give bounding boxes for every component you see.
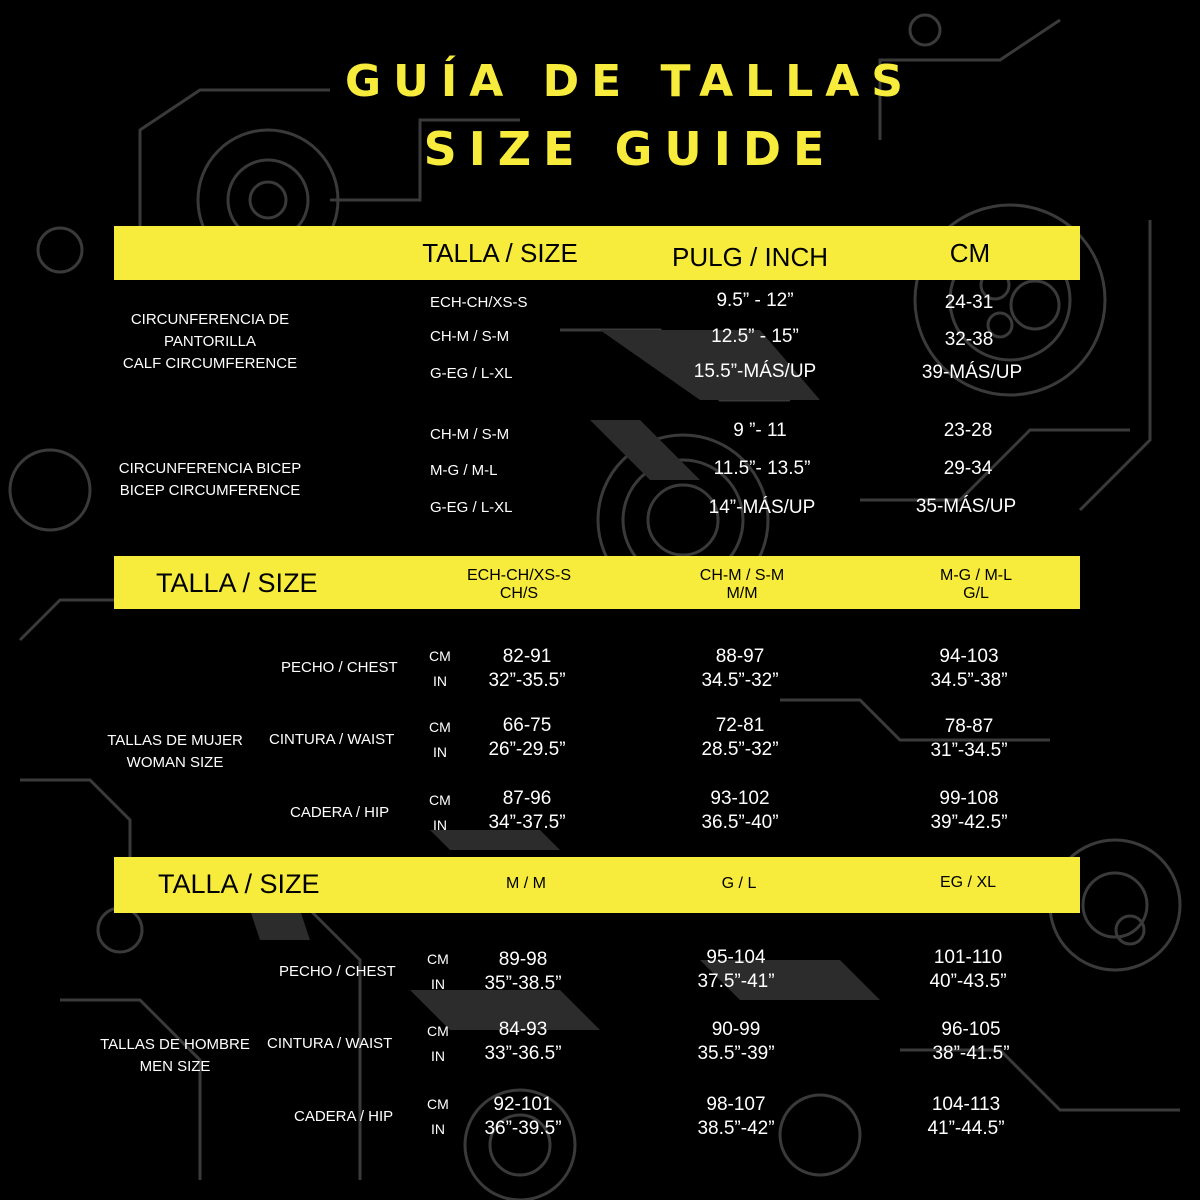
men-hip-m: 92-101 36”-39.5” <box>484 1094 562 1139</box>
women-hip-label: CADERA / HIP <box>290 804 390 821</box>
women-hip-m: 99-108 39”-42.5” <box>930 788 1008 833</box>
women-hip-xs: 87-96 34”-37.5” <box>488 788 566 833</box>
men-hip-l: 98-107 38.5”-42” <box>697 1094 775 1139</box>
calf-cm-3: 39-MÁS/UP <box>921 362 1023 383</box>
bicep-inch-1: 9 ”- 11 <box>733 420 787 441</box>
unit-cm: CM <box>427 951 449 967</box>
unit-cm: CM <box>429 719 451 735</box>
unit-in: IN <box>433 673 447 689</box>
bicep-inch-3: 14”-MÁS/UP <box>708 497 816 518</box>
unit-in: IN <box>431 1121 445 1137</box>
women-col-2: CH-M / S-M M/M <box>699 567 785 602</box>
calf-size-3: G-EG / L-XL <box>430 365 513 382</box>
women-waist-label: CINTURA / WAIST <box>269 731 395 748</box>
bicep-size-2: M-G / M-L <box>430 462 498 479</box>
men-header-bar <box>114 857 1080 913</box>
calf-cm-1: 24-31 <box>944 292 994 313</box>
unit-in: IN <box>433 817 447 833</box>
unit-cm: CM <box>429 648 451 664</box>
calf-inch-2: 12.5” - 15” <box>711 326 799 347</box>
women-col-3: M-G / M-L G/L <box>940 567 1012 602</box>
calf-cm-2: 32-38 <box>944 329 994 350</box>
unit-in: IN <box>433 744 447 760</box>
women-hip-s: 93-102 36.5”-40” <box>701 788 779 833</box>
women-waist-s: 72-81 28.5”-32” <box>701 715 779 760</box>
title-spanish: GUÍA DE TALLAS <box>345 56 915 107</box>
calf-size-1: ECH-CH/XS-S <box>430 294 528 311</box>
bicep-size-1: CH-M / S-M <box>430 426 510 443</box>
men-hip-xl: 104-113 41”-44.5” <box>927 1094 1005 1139</box>
men-waist-l: 90-99 35.5”-39” <box>697 1019 775 1064</box>
women-group-label: TALLAS DE MUJER WOMAN SIZE <box>107 732 243 771</box>
men-chest-l: 95-104 37.5”-41” <box>697 947 775 992</box>
women-header-size: TALLA / SIZE <box>156 568 318 598</box>
accessory-header-bar <box>114 226 1080 280</box>
unit-cm: CM <box>427 1096 449 1112</box>
bicep-inch-2: 11.5”- 13.5” <box>713 458 811 479</box>
header-inch: PULG / INCH <box>671 242 829 272</box>
unit-in: IN <box>431 976 445 992</box>
women-header-bar <box>114 556 1080 609</box>
men-chest-xl: 101-110 40”-43.5” <box>929 947 1007 992</box>
bicep-size-3: G-EG / L-XL <box>430 499 513 516</box>
men-waist-xl: 96-105 38”-41.5” <box>932 1019 1010 1064</box>
men-header-size: TALLA / SIZE <box>158 869 320 899</box>
calf-inch-1: 9.5” - 12” <box>716 290 794 311</box>
women-col-1: ECH-CH/XS-S CH/S <box>466 567 571 602</box>
women-chest-s: 88-97 34.5”-32” <box>701 646 779 691</box>
title-english: SIZE GUIDE <box>423 122 837 176</box>
women-chest-label: PECHO / CHEST <box>281 659 398 676</box>
calf-label: CIRCUNFERENCIA DE PANTORILLA CALF CIRCUMFERENCE <box>122 311 298 372</box>
women-waist-xs: 66-75 26”-29.5” <box>488 715 566 760</box>
men-col-1: M / M <box>506 875 546 892</box>
women-chest-xs: 82-91 32”-35.5” <box>488 646 566 691</box>
unit-in: IN <box>431 1048 445 1064</box>
men-hip-label: CADERA / HIP <box>294 1108 394 1125</box>
men-chest-label: PECHO / CHEST <box>279 963 396 980</box>
men-group-label: TALLAS DE HOMBRE MEN SIZE <box>100 1036 250 1075</box>
men-chest-m: 89-98 35”-38.5” <box>484 949 562 994</box>
calf-size-2: CH-M / S-M <box>430 328 510 345</box>
women-chest-m: 94-103 34.5”-38” <box>930 646 1008 691</box>
men-waist-label: CINTURA / WAIST <box>267 1035 393 1052</box>
header-size: TALLA / SIZE <box>422 238 578 268</box>
men-waist-m: 84-93 33”-36.5” <box>484 1019 562 1064</box>
bicep-cm-3: 35-MÁS/UP <box>915 496 1017 517</box>
women-waist-m: 78-87 31”-34.5” <box>930 716 1008 761</box>
men-col-3: EG / XL <box>939 874 997 891</box>
unit-cm: CM <box>427 1023 449 1039</box>
bicep-label: CIRCUNFERENCIA BICEP BICEP CIRCUMFERENCE <box>118 460 302 499</box>
calf-inch-3: 15.5”-MÁS/UP <box>693 361 817 382</box>
bicep-cm-1: 23-28 <box>943 420 993 441</box>
bicep-cm-2: 29-34 <box>943 458 993 479</box>
men-col-2: G / L <box>721 875 757 892</box>
header-cm: CM <box>949 238 991 268</box>
unit-cm: CM <box>429 792 451 808</box>
